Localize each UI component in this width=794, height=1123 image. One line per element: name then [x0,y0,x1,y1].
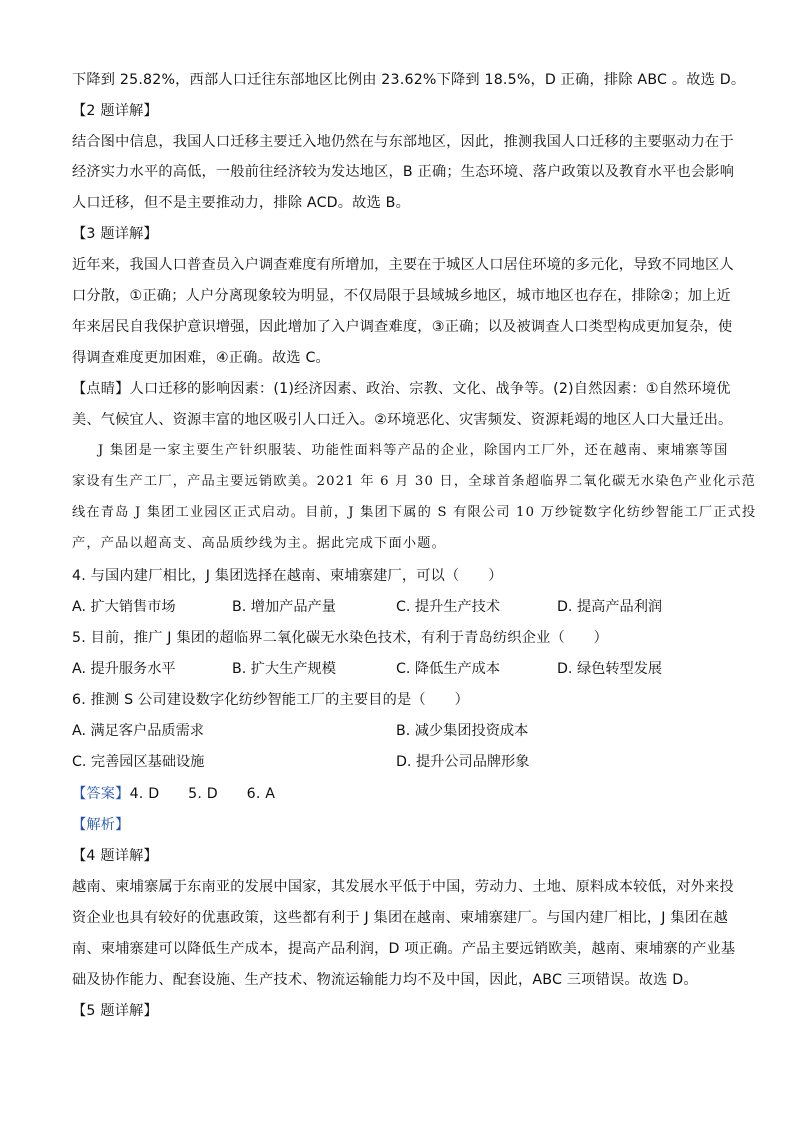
q3-line-1: 近年来，我国人口普查员入户调查难度有所增加，主要在于城区人口居住环境的多元化，导致不同地区人 [72,257,734,273]
q5-heading: 【5 题详解】 [72,1003,158,1019]
q4-option-d: D. 提高产品利润 [557,599,663,615]
answer-label: 【答案】 [72,786,130,802]
q5-stem: 5. 目前，推广 J 集团的超临界二氧化碳无水染色技术，有利于青岛纺织企业（ ） [72,630,609,646]
answer-row [72,784,275,804]
q5-option-b: B. 扩大生产规模 [232,661,336,677]
prev-answer-end: 下降到 25.82%，西部人口迁往东部地区比例由 23.62%下降到 18.5%，D 正确，排除 ABC 。故选 D。 [72,72,746,88]
material-line-4: 产，产品以超高支、高品质纱线为主。据此完成下面小题。 [72,536,447,551]
answer-text: 4. D 5. D 6. A [129,786,276,802]
q3-line-4: 得调查难度更加困难，④正确。故选 C。 [72,350,330,366]
q4-option-a: A. 扩大销售市场 [72,599,176,615]
analysis-label: 【解析】 [72,817,130,833]
q6-option-c: C. 完善园区基础设施 [72,754,205,770]
q4-line-1: 越南、柬埔寨属于东南亚的发展中国家，其发展水平低于中国，劳动力、土地、原料成本较低，对外来投 [72,879,734,895]
q6-option-d: D. 提升公司品牌形象 [396,754,530,770]
q2-line-2: 经济实力水平的高低，一般前往经济较为发达地区，B 正确；生态环境、落户政策以及教育水平也会影响 [72,164,735,180]
q4-line-2: 资企业也具有较好的优惠政策，这些都有利于 J 集团在越南、柬埔寨建厂。与国内建厂相比，J 集团在越 [72,910,728,926]
q4-option-c: C. 提升生产技术 [396,599,501,615]
tips-line-2: 美、气候宜人、资源丰富的地区吸引人口迁入。②环境恶化、灾害频发、资源耗竭的地区人口大量迁出。 [72,412,733,428]
q6-option-b: B. 减少集团投资成本 [396,723,529,739]
q3-line-3: 年来居民自我保护意识增强，因此增加了入户调查难度，③正确；以及被调查人口类型构成更加复杂，使 [72,319,733,335]
q5-option-c: C. 降低生产成本 [396,661,501,677]
q6-stem: 6. 推测 S 公司建设数字化纺纱智能工厂的主要目的是（ ） [72,692,469,708]
q3-line-2: 口分散，①正确；人户分离现象较为明显，不仅局限于县域城乡地区，城市地区也存在，排除②；加上近 [72,288,731,304]
q6-option-a: A. 满足客户品质需求 [72,723,204,739]
q4-line-4: 础及协作能力、配套设施、生产技术、物流运输能力均不及中国，因此，ABC 三项错误。故选 D。 [72,972,698,988]
q4-option-b: B. 增加产品产量 [232,599,336,615]
q4-stem: 4. 与国内建厂相比，J 集团选择在越南、柬埔寨建厂，可以（ ） [72,568,503,584]
q3-heading: 【3 题详解】 [72,226,158,242]
q4-heading: 【4 题详解】 [72,848,158,864]
q2-line-3: 人口迁移，但不是主要推动力，排除 ACD。故选 B。 [72,195,410,211]
material-line-1: J 集团是一家主要生产针织服装、功能性面料等产品的企业，除国内工厂外，还在越南、柬埔寨等国 [98,443,729,458]
q4-line-3: 南、柬埔寨建可以降低生产成本，提高产品利润，D 项正确。产品主要远销欧美，越南、柬埔寨的产业基 [72,941,736,957]
tips-line-1: 【点睛】人口迁移的影响因素：(1)经济因素、政治、宗教、文化、战争等。(2)自然因素：①自然环境优 [72,381,731,397]
q2-line-1: 结合图中信息，我国人口迁移主要迁入地仍然在与东部地区，因此，推测我国人口迁移的主要驱动力在于 [72,134,734,150]
q2-heading: 【2 题详解】 [72,103,158,119]
q5-option-d: D. 绿色转型发展 [557,661,663,677]
q5-option-a: A. 提升服务水平 [72,661,176,677]
material-line-2: 家设有生产工厂，产品主要远销欧美。2021 年 6 月 30 日，全球首条超临界二氧化碳无水染色产业化示范 [72,474,756,489]
material-line-3: 线在青岛 J 集团工业园区正式启动。目前，J 集团下属的 S 有限公司 10 万纱锭数字化纺纱智能工厂正式投 [72,505,757,520]
